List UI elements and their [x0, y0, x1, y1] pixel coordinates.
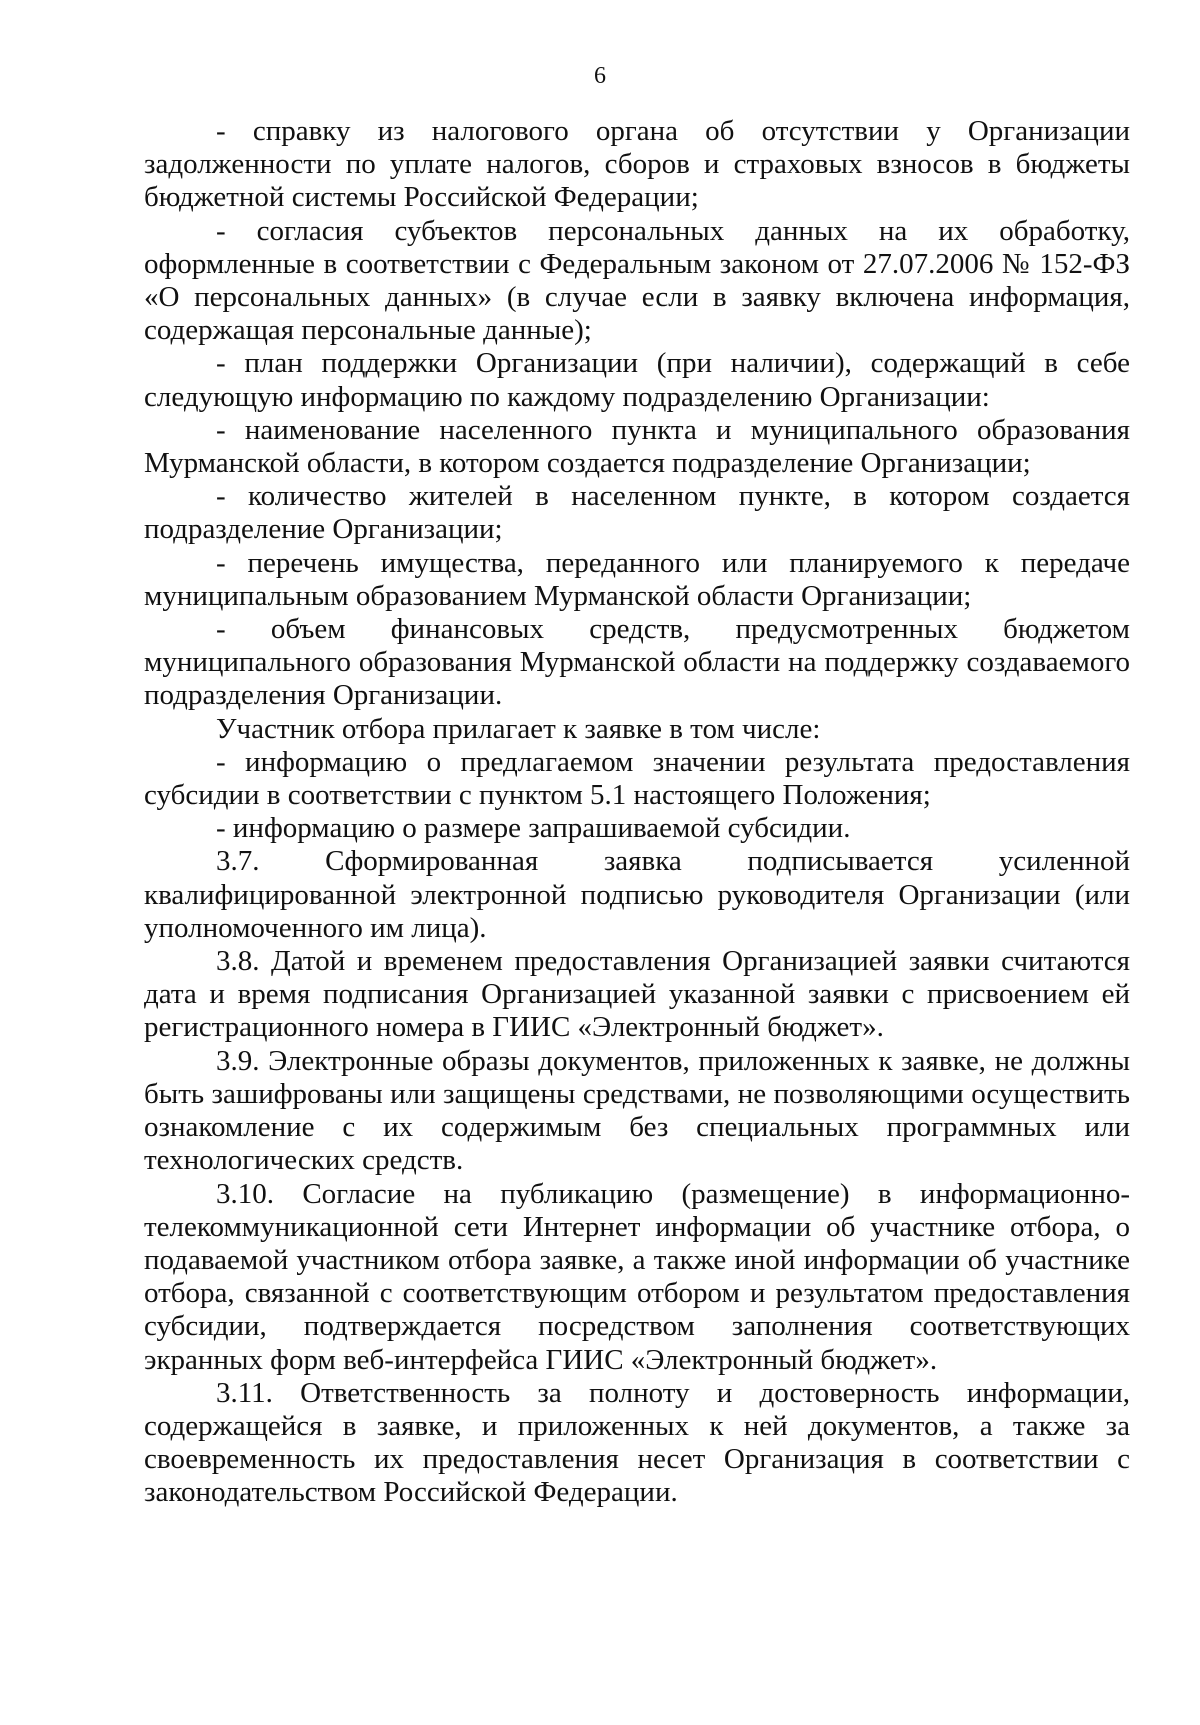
document-body: [144, 115, 1130, 1510]
clause-3-11: 3.11. Ответственность за полноту и достоверность информации, содержащейся в заявке, и приложенных к ней документов, а также за своевременность их предоставления несет Организация в соответствии с законодательством Российской Федерации.: [144, 1376, 1130, 1509]
clause-3-8: 3.8. Датой и временем предоставления Организацией заявки считаются дата и время подписания Организацией указанной заявки с присвоением ей регистрационного номера в ГИИС «Электронный бюджет».: [144, 945, 1130, 1044]
clause-3-9: 3.9. Электронные образы документов, приложенных к заявке, не должны быть зашифрованы или защищены средствами, не позволяющими осуществить ознакомление с их содержимым без специальных программных или технологических средств.: [144, 1044, 1130, 1177]
clause-3-10: 3.10. Согласие на публикацию (размещение) в информационно-телекоммуникационной сети Интернет информации об участнике отбора, о подаваемой участником отбора заявке, а также иной информации об участнике отбора, связанной с соответствующим отбором и результатом предоставления субсидии, подтверждается посредством заполнения соответствующих экранных форм веб-интерфейса ГИИС «Электронный бюджет».: [144, 1177, 1130, 1376]
paragraph-settlement-name: - наименование населенного пункта и муниципального образования Мурманской области, в котором создается подразделение Организации;: [144, 413, 1130, 480]
paragraph-support-plan: - план поддержки Организации (при наличии), содержащий в себе следующую информацию по каждому подразделению Организации:: [144, 347, 1130, 413]
paragraph-tax-certificate: - справку из налогового органа об отсутствии у Организации задолженности по уплате налогов, сборов и страховых взносов в бюджеты бюджетной системы Российской Федерации;: [144, 115, 1130, 214]
paragraph-property-list: - перечень имущества, переданного или планируемого к передаче муниципальным образованием Мурманской области Организации;: [144, 546, 1130, 612]
paragraph-subsidy-amount-info: - информацию о размере запрашиваемой субсидии.: [216, 812, 851, 845]
paragraph-participant-attaches: Участник отбора прилагает к заявке в том числе:: [216, 712, 821, 745]
paragraph-result-value-info: - информацию о предлагаемом значении результата предоставления субсидии в соответствии с пунктом 5.1 настоящего Положения;: [144, 745, 1130, 812]
paragraph-residents-count: - количество жителей в населенном пункте, в котором создается подразделение Организации;: [144, 480, 1130, 546]
page-number: 6: [594, 63, 606, 89]
paragraph-personal-data-consent: - согласия субъектов персональных данных на их обработку, оформленные в соответствии с Федеральным законом от 27.07.2006 № 152-ФЗ «О персональных данных» (в случае если в заявку включена информация, содержащая персональные данные);: [144, 214, 1130, 347]
clause-3-7: 3.7. Сформированная заявка подписывается усиленной квалифицированной электронной подписью руководителя Организации (или уполномоченного им лица).: [144, 845, 1130, 944]
paragraph-financial-volume: - объем финансовых средств, предусмотренных бюджетом муниципального образования Мурманской области на поддержку создаваемого подразделения Организации.: [144, 613, 1130, 712]
